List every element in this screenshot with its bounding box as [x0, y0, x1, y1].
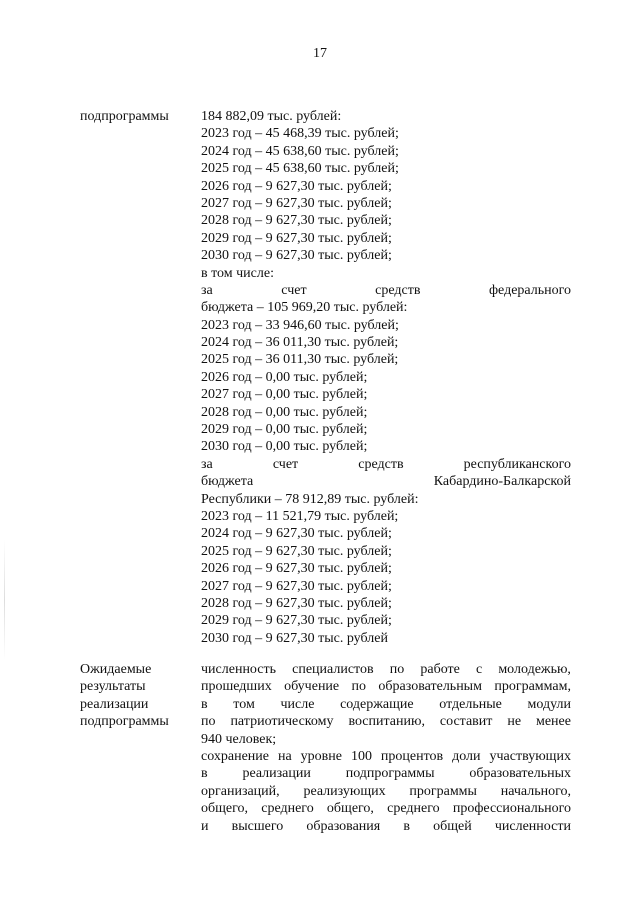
label-line: подпрограммы [80, 109, 169, 124]
republic-heading [201, 456, 571, 473]
word: среднего [261, 801, 314, 817]
year-line: 2024 год – 36 011,30 тыс. рублей; [201, 335, 399, 351]
word: общего, [326, 801, 374, 817]
word: программы [409, 783, 477, 799]
word: программам, [494, 679, 571, 695]
year-line: 2026 год – 0,00 тыс. рублей; [201, 369, 368, 385]
word: уровне [300, 748, 342, 764]
word: профессионального [452, 801, 571, 817]
justified-line [201, 748, 571, 765]
word: в [201, 766, 208, 782]
year-line: 2029 год – 9 627,30 тыс. рублей; [201, 613, 392, 629]
word: обучение [284, 679, 340, 695]
justified-line [201, 765, 571, 782]
word: образовательных [469, 766, 571, 782]
year-line: 2027 год – 9 627,30 тыс. рублей; [201, 578, 392, 594]
justified-line [201, 783, 571, 800]
word: счет [281, 282, 307, 298]
word: образовательным [378, 679, 482, 695]
year-line: 2030 год – 9 627,30 тыс. рублей; [201, 248, 392, 264]
word: 100 [350, 748, 372, 764]
including-line: в том числе: [201, 265, 274, 281]
word: патриотическому [230, 714, 334, 730]
year-line: 2023 год – 45 468,39 тыс. рублей; [201, 126, 399, 142]
word: средств [358, 456, 404, 472]
word: по [389, 662, 405, 677]
total-line: 184 882,09 тыс. рублей: [201, 109, 342, 124]
word: численности [494, 818, 571, 834]
word: за [201, 456, 213, 472]
word: менее [535, 714, 571, 730]
scan-edge-mark [4, 540, 5, 660]
count-line: 940 человек; [201, 731, 277, 747]
word: участвующих [489, 748, 571, 764]
results-content [201, 661, 571, 835]
year-line: 2025 год – 36 011,30 тыс. рублей; [201, 352, 399, 368]
word: подпрограммы [345, 766, 435, 782]
word: работе [420, 662, 460, 677]
year-line: 2028 год – 9 627,30 тыс. рублей; [201, 595, 392, 611]
word: по [351, 679, 367, 695]
word: по [201, 714, 216, 730]
year-line: 2028 год – 9 627,30 тыс. рублей; [201, 213, 392, 229]
funding-label [80, 108, 192, 125]
word: прошедших [201, 679, 272, 695]
word: счет [272, 456, 299, 472]
word: сохранение [201, 748, 269, 764]
word: организаций, [201, 783, 280, 799]
label-line: Ожидаемые [80, 662, 152, 677]
federal-total: бюджета – 105 969,20 тыс. рублей: [201, 300, 408, 316]
word: воспитанию, [348, 714, 425, 730]
word: молодежью, [498, 662, 571, 677]
word: за [201, 282, 213, 298]
word: бюджета [201, 474, 254, 490]
year-line: 2029 год – 9 627,30 тыс. рублей; [201, 230, 392, 246]
label-line: результаты [80, 679, 146, 695]
word: с [475, 662, 483, 677]
word: числе [280, 696, 315, 712]
republic-total: Республики – 78 912,89 тыс. рублей: [201, 491, 419, 507]
word: общего, [201, 801, 249, 817]
justified-line [201, 661, 571, 678]
word: отдельные [439, 696, 502, 712]
justified-line [201, 818, 571, 835]
label-line: подпрограммы [80, 714, 169, 730]
year-line: 2027 год – 9 627,30 тыс. рублей; [201, 195, 392, 211]
year-line: 2029 год – 0,00 тыс. рублей; [201, 422, 368, 438]
word: том [233, 696, 255, 712]
word: среднего [387, 801, 440, 817]
federal-heading [201, 282, 571, 299]
year-line: 2025 год – 45 638,60 тыс. рублей; [201, 161, 399, 177]
word: реализации [242, 766, 311, 782]
word: численность [201, 662, 276, 677]
year-line: 2030 год – 9 627,30 тыс. рублей [201, 630, 388, 646]
justified-line [201, 713, 571, 730]
word: в [403, 818, 410, 834]
word: федерального [488, 282, 571, 298]
results-label [80, 661, 192, 731]
year-line: 2025 год – 9 627,30 тыс. рублей; [201, 543, 392, 559]
word: средств [375, 282, 421, 298]
word: составит [439, 714, 493, 730]
year-line: 2028 год – 0,00 тыс. рублей; [201, 404, 368, 420]
justified-line [201, 696, 571, 713]
word: реализующих [303, 783, 386, 799]
word: высшего [231, 818, 284, 834]
year-line: 2023 год – 33 946,60 тыс. рублей; [201, 317, 399, 333]
word: содержащие [340, 696, 414, 712]
word: на [277, 748, 292, 764]
year-line: 2030 год – 0,00 тыс. рублей; [201, 439, 368, 455]
word: общей [433, 818, 472, 834]
justified-line [201, 678, 571, 695]
word: процентов [380, 748, 444, 764]
year-line: 2027 год – 0,00 тыс. рублей; [201, 387, 368, 403]
word: начального, [500, 783, 571, 799]
word: в [201, 696, 208, 712]
year-line: 2026 год – 9 627,30 тыс. рублей; [201, 178, 392, 194]
justified-line [201, 800, 571, 817]
word: образования [306, 818, 381, 834]
word: и [201, 818, 209, 834]
year-line: 2024 год – 9 627,30 тыс. рублей; [201, 526, 392, 542]
word: доли [452, 748, 481, 764]
label-line: реализации [80, 696, 149, 712]
page-number: 17 [313, 46, 327, 61]
year-line: 2024 год – 45 638,60 тыс. рублей; [201, 143, 399, 159]
year-line: 2026 год – 9 627,30 тыс. рублей; [201, 561, 392, 577]
word: республиканского [463, 456, 571, 472]
republic-heading-2 [201, 473, 571, 490]
word: Кабардино-Балкарской [433, 474, 571, 490]
word: специалистов [292, 662, 374, 677]
word: не [507, 714, 522, 730]
funding-content [201, 108, 571, 647]
year-line: 2023 год – 11 521,79 тыс. рублей; [201, 508, 399, 524]
word: модули [527, 696, 571, 712]
